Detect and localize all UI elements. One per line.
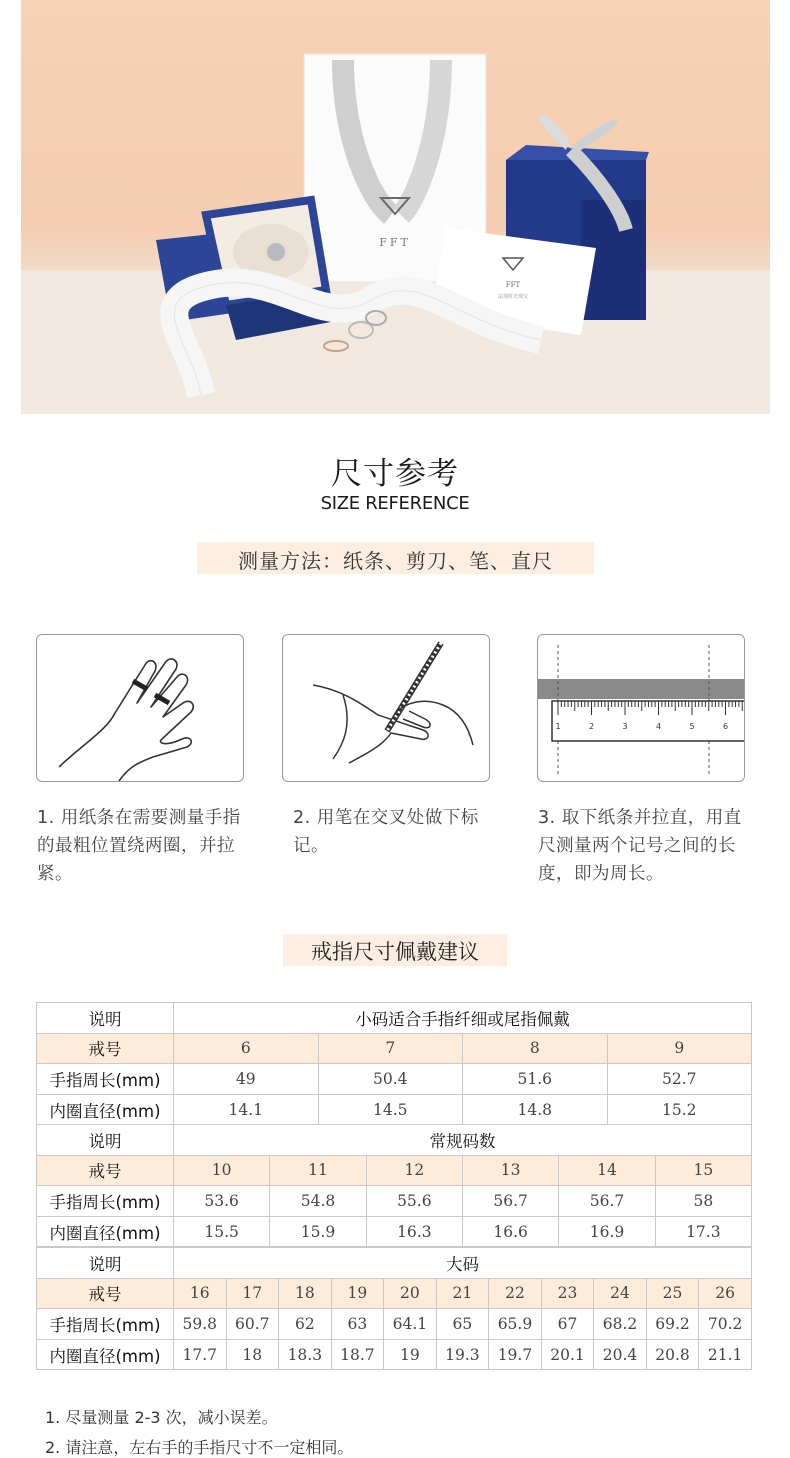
size-cell: 17 (226, 1278, 279, 1309)
diam-label: 内圈直径(mm) (37, 1094, 174, 1125)
hero-product-photo (21, 0, 770, 414)
size-cell: 23 (541, 1278, 594, 1309)
size-cell: 14 (559, 1155, 655, 1186)
size-cell: 18 (279, 1278, 332, 1309)
ruler-tick-label: 1 (555, 722, 561, 731)
size-cell: 16 (174, 1278, 227, 1309)
page-title: 尺寸参考 (331, 456, 459, 492)
circ-cell: 55.6 (366, 1186, 462, 1217)
circ-cell: 63 (331, 1309, 384, 1340)
ruler-tick-label: 2 (588, 722, 595, 731)
circ-cell: 56.7 (559, 1186, 655, 1217)
step-3-text: 3. 取下纸条并拉直，用直尺测量两个记号之间的长度，即为周长。 (538, 808, 742, 884)
diam-cell: 18.7 (331, 1339, 384, 1370)
diam-cell: 20.1 (541, 1339, 594, 1370)
note-2: 2. 请注意，左右手的手指尺寸不一定相同。 (45, 1438, 354, 1457)
circ-cell: 49 (174, 1064, 319, 1095)
size-cell: 9 (607, 1033, 752, 1064)
diam-cell: 15.9 (270, 1216, 366, 1247)
size-cell: 8 (463, 1033, 608, 1064)
circ-label: 手指周长(mm) (37, 1309, 174, 1340)
size-label: 戒号 (37, 1033, 174, 1064)
measure-method-text: 测量方法：纸条、剪刀、笔、直尺 (238, 549, 553, 573)
diam-label: 内圈直径(mm) (37, 1339, 174, 1370)
desc-label: 说明 (37, 1248, 174, 1279)
step-card-2 (282, 634, 490, 782)
group-desc: 小码适合手指纤细或尾指佩戴 (174, 1003, 752, 1034)
diam-cell: 16.9 (559, 1216, 655, 1247)
circ-cell: 65 (436, 1309, 489, 1340)
ruler-tick-label: 5 (689, 722, 695, 731)
step-card-1 (36, 634, 244, 782)
note-1: 1. 尽量测量 2-3 次，减小误差。 (45, 1408, 278, 1427)
circ-cell: 56.7 (462, 1186, 558, 1217)
circ-cell: 50.4 (318, 1064, 463, 1095)
circ-cell: 65.9 (489, 1309, 542, 1340)
circ-cell: 52.7 (607, 1064, 752, 1095)
diam-cell: 20.8 (646, 1339, 699, 1370)
circ-cell: 59.8 (174, 1309, 227, 1340)
diam-cell: 17.7 (174, 1339, 227, 1370)
desc-label: 说明 (37, 1003, 174, 1034)
size-cell: 19 (331, 1278, 384, 1309)
circ-cell: 62 (279, 1309, 332, 1340)
circ-label: 手指周长(mm) (37, 1186, 174, 1217)
diam-cell: 15.5 (174, 1216, 270, 1247)
svg-text:FFT: FFT (379, 236, 411, 249)
diam-cell: 19.3 (436, 1339, 489, 1370)
size-table-small (36, 1002, 752, 1125)
circ-cell: 53.6 (174, 1186, 270, 1217)
circ-cell: 60.7 (226, 1309, 279, 1340)
diam-cell: 18 (226, 1339, 279, 1370)
size-cell: 22 (489, 1278, 542, 1309)
svg-text:法斐时光珠宝: 法斐时光珠宝 (497, 294, 529, 300)
circ-cell: 70.2 (699, 1309, 752, 1340)
size-cell: 6 (174, 1033, 319, 1064)
circ-cell: 51.6 (463, 1064, 608, 1095)
diam-cell: 15.2 (607, 1094, 752, 1125)
diam-cell: 21.1 (699, 1339, 752, 1370)
size-label: 戒号 (37, 1278, 174, 1309)
circ-cell: 69.2 (646, 1309, 699, 1340)
diam-cell: 16.3 (366, 1216, 462, 1247)
diam-cell: 17.3 (655, 1216, 751, 1247)
ruler-tick-label: 4 (655, 722, 662, 731)
diam-cell: 14.8 (463, 1094, 608, 1125)
size-cell: 25 (646, 1278, 699, 1309)
size-cell: 12 (366, 1155, 462, 1186)
size-cell: 24 (594, 1278, 647, 1309)
diam-cell: 16.6 (462, 1216, 558, 1247)
pen-marking-icon (283, 635, 490, 782)
ruler-measure-icon (538, 635, 745, 782)
paper-strip (538, 679, 745, 699)
size-cell: 11 (270, 1155, 366, 1186)
group-desc: 大码 (174, 1248, 752, 1279)
diam-cell: 14.1 (174, 1094, 319, 1125)
diam-cell: 18.3 (279, 1339, 332, 1370)
gift-set-illustration (21, 0, 770, 414)
hand-wrap-paper-icon (37, 635, 244, 782)
size-table-large (36, 1247, 752, 1370)
circ-cell: 58 (655, 1186, 751, 1217)
diam-cell: 20.4 (594, 1339, 647, 1370)
diam-cell: 19.7 (489, 1339, 542, 1370)
circ-cell: 54.8 (270, 1186, 366, 1217)
step-card-3 (537, 634, 745, 782)
diam-cell: 14.5 (318, 1094, 463, 1125)
diam-label: 内圈直径(mm) (37, 1216, 174, 1247)
group-desc: 常规码数 (174, 1125, 752, 1156)
step-1-text: 1. 用纸条在需要测量手指的最粗位置绕两圈，并拉紧。 (37, 808, 241, 884)
ruler-tick-label: 6 (722, 722, 729, 731)
circ-cell: 64.1 (384, 1309, 437, 1340)
diam-cell: 19 (384, 1339, 437, 1370)
size-cell: 20 (384, 1278, 437, 1309)
circ-cell: 67 (541, 1309, 594, 1340)
ruler-tick-label: 3 (622, 722, 628, 731)
size-table-regular (36, 1124, 752, 1247)
circ-label: 手指周长(mm) (37, 1064, 174, 1095)
size-cell: 7 (318, 1033, 463, 1064)
size-cell: 10 (174, 1155, 270, 1186)
size-label: 戒号 (37, 1155, 174, 1186)
circ-cell: 68.2 (594, 1309, 647, 1340)
size-cell: 15 (655, 1155, 751, 1186)
svg-text:FFT: FFT (505, 281, 521, 289)
size-cell: 13 (462, 1155, 558, 1186)
size-cell: 26 (699, 1278, 752, 1309)
size-section-title: 戒指尺寸佩戴建议 (311, 940, 479, 964)
desc-label: 说明 (37, 1125, 174, 1156)
size-cell: 21 (436, 1278, 489, 1309)
step-2-text: 2. 用笔在交叉处做下标记。 (293, 808, 479, 856)
page-subtitle: SIZE REFERENCE (320, 493, 470, 514)
